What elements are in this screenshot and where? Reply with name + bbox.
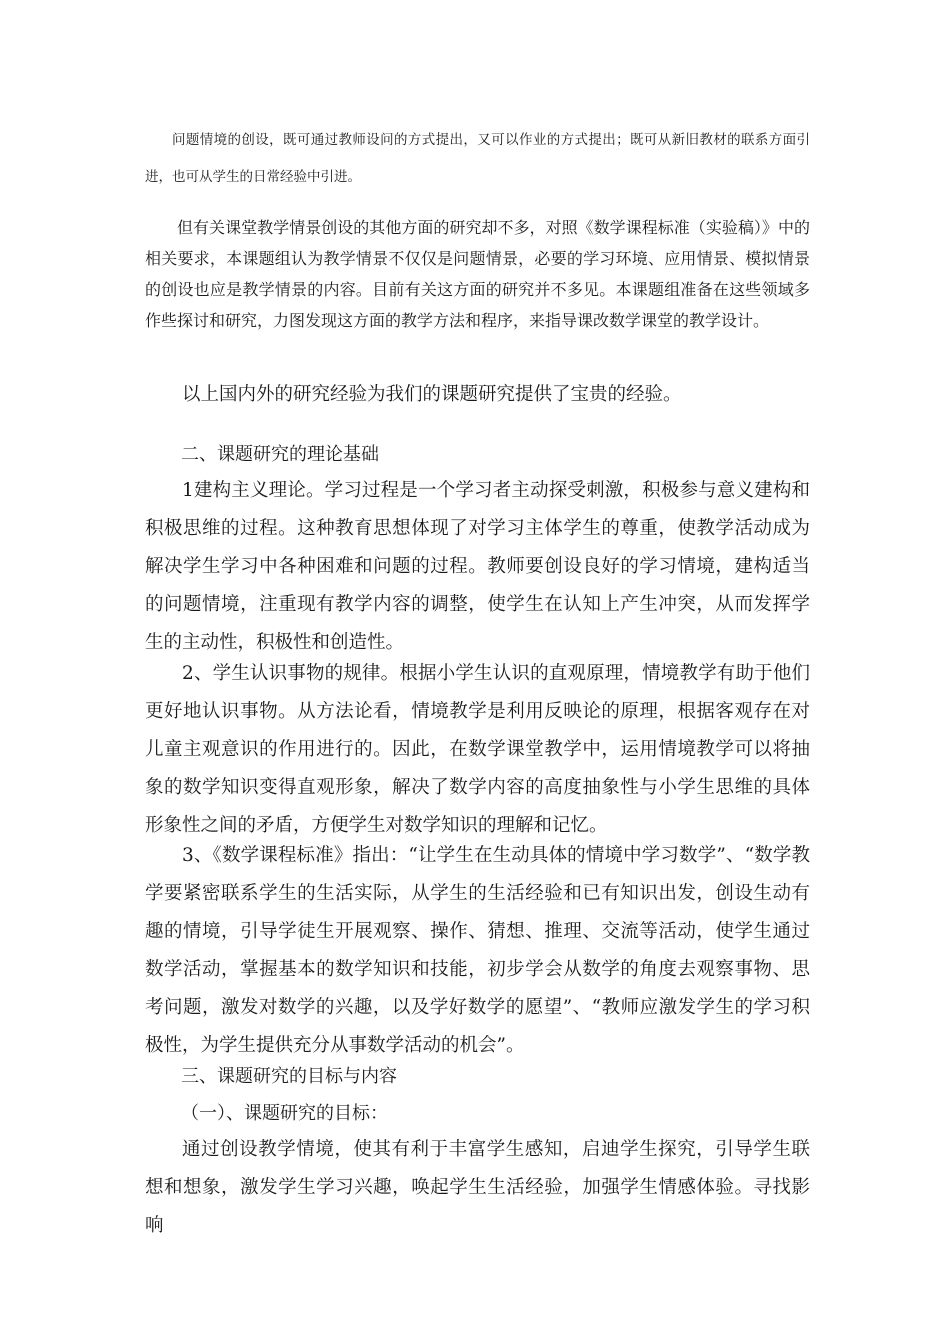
paragraph-summary: 以上国内外的研究经验为我们的课题研究提供了宝贵的经验。: [182, 384, 682, 405]
subsection-heading-goals: （一）、课题研究的目标：: [181, 1103, 388, 1124]
section-heading-theory: 二、课题研究的理论基础: [181, 444, 379, 465]
paragraph-cognition-law: 2、学生认识事物的规律。根据小学生认识的直观原理，情境教学有助于他们更好地认识事物。从方法论看，情境教学是利用反映论的原理，根据客观存在对儿童主观意识的作用进行的。因此，在数学课堂教学中，运用情境教学可以将抽象的数学知识变得直观形象，解决了数学内容的高度抽象性与小学生思维的具体形象性之间的矛盾，方便学生对数学知识的理解和记忆。: [145, 663, 810, 836]
paragraph-research-gap: 但有关课堂教学情景创设的其他方面的研究却不多，对照《数学课程标准（实验稿）》中的相关要求，本课题组认为教学情景不仅仅是问题情景，必要的学习环境、应用情景、模拟情景的创设也应是教学情景的内容。目前有关这方面的研究并不多见。本课题组准备在这些领域多作些探讨和研究，力图发现这方面的教学方法和程序，来指导课改数学课堂的教学设计。: [145, 218, 810, 330]
paragraph-constructivism: 1建构主义理论。学习过程是一个学习者主动探受刺激，积极参与意义建构和积极思维的过程。这种教育思想体现了对学习主体学生的尊重，使教学活动成为解决学生学习中各种困难和问题的过程。教师要创设良好的学习情境，建构适当的问题情境，注重现有教学内容的调整，使学生在认知上产生冲突，从而发挥学生的主动性，积极性和创造性。: [145, 480, 810, 653]
section-heading-goals: 三、课题研究的目标与内容: [181, 1066, 397, 1087]
paragraph-curriculum-standard: 3、《数学课程标准》指出：“让学生在生动具体的情境中学习数学”、“数学教学要紧密联系学生的生活实际，从学生的生活经验和已有知识出发，创设生动有趣的情境，引导学徒生开展观察、操作、猜想、推理、交流等活动，使学生通过数学活动，掌握基本的数学知识和技能，初步学会从数学的角度去观察事物、思考问题，激发对数学的兴趣，以及学好数学的愿望”、“教师应激发学生的学习积极性，为学生提供充分从事数学活动的机会”。: [145, 845, 810, 1056]
paragraph-problem-context: 问题情境的创设，既可通过教师设问的方式提出，又可以作业的方式提出；既可从新旧教材的联系方面引进，也可从学生的日常经验中引进。: [145, 132, 810, 185]
paragraph-goals: 通过创设教学情境，使其有利于丰富学生感知，启迪学生探究，引导学生联想和想象，激发学生学习兴趣，唤起学生生活经验，加强学生情感体验。寻找影响: [145, 1139, 810, 1236]
